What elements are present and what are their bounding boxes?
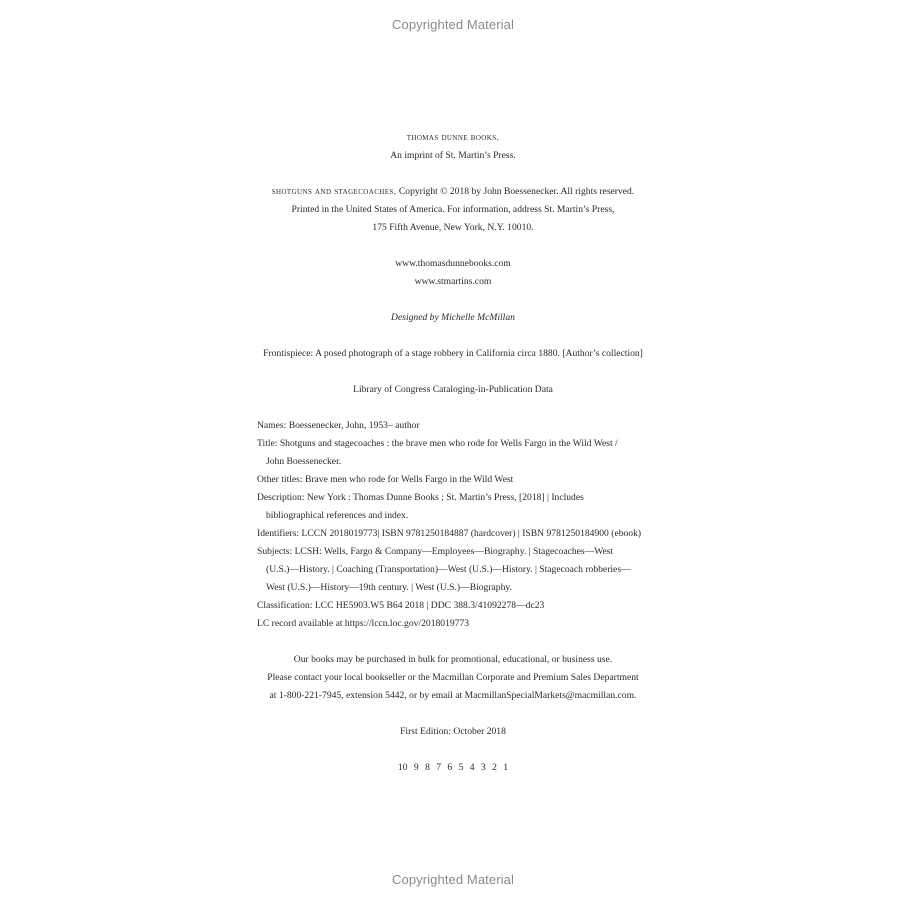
cip-names: Names: Boessenecker, John, 1953– author [257, 420, 420, 431]
edition-statement: First Edition: October 2018 [400, 726, 506, 737]
copyright-line-3: 175 Fifth Avenue, New York, N.Y. 10010. [372, 222, 534, 233]
printing-number: 7 [436, 762, 442, 773]
copyright-watermark-bottom: Copyrighted Material [392, 872, 514, 887]
frontispiece-note: Frontispiece: A posed photograph of a stage robbery in California circa 1880. [Author’s collection] [263, 348, 643, 359]
cip-subjects-continued-1: (U.S.)—History. | Coaching (Transportation)—West (U.S.)—History. | Stagecoach robberies— [266, 564, 631, 575]
copyright-notice: Copyright © 2018 by John Boessenecker. All rights reserved. [396, 186, 635, 197]
cip-title: Title: Shotguns and stagecoaches : the brave men who rode for Wells Fargo in the Wild West / [257, 438, 618, 449]
bulk-sales-line-2: Please contact your local bookseller or the Macmillan Corporate and Premium Sales Department [267, 672, 639, 683]
copyright-line-1 [0, 186, 906, 198]
website-stmartins: www.stmartins.com [414, 276, 492, 287]
cip-classification: Classification: LCC HE5903.W5 B64 2018 | DDC 388.3/41092278—dc23 [257, 600, 545, 611]
bulk-sales-line-1: Our books may be purchased in bulk for promotional, educational, or business use. [293, 654, 613, 665]
copyright-watermark-top: Copyrighted Material [392, 17, 514, 32]
cip-subjects-continued-2: West (U.S.)—History—19th century. | West (U.S.)—Biography. [266, 582, 512, 593]
cip-description: Description: New York : Thomas Dunne Books ; St. Martin’s Press, [2018] | Includes [257, 492, 584, 503]
imprint-of: An imprint of St. Martin’s Press. [390, 150, 516, 161]
bulk-sales-line-3: at 1-800-221-7945, extension 5442, or by email at MacmillanSpecialMarkets@macmillan.com. [269, 690, 637, 701]
cip-description-continued: bibliographical references and index. [266, 510, 409, 521]
cip-subjects: Subjects: LCSH: Wells, Fargo & Company—Employees—Biography. | Stagecoaches—West [257, 546, 614, 557]
cip-title-continued: John Boessenecker. [266, 456, 342, 467]
printing-number: 4 [469, 762, 475, 773]
printing-number: 9 [413, 762, 419, 773]
printing-number: 2 [492, 762, 497, 773]
cip-lc-record: LC record available at https://lccn.loc.gov/2018019773 [257, 618, 470, 629]
book-title: shotguns and stagecoaches. [271, 186, 397, 197]
printing-number: 5 [458, 762, 464, 773]
printing-number: 6 [447, 762, 453, 773]
printing-number: 8 [425, 762, 430, 773]
designer-credit: Designed by Michelle McMillan [391, 312, 515, 323]
cip-heading: Library of Congress Cataloging-in-Publication Data [353, 384, 553, 395]
cip-identifiers: Identifiers: LCCN 2018019773| ISBN 9781250184887 (hardcover) | ISBN 9781250184900 (ebook) [257, 528, 642, 539]
cip-other-titles: Other titles: Brave men who rode for Wells Fargo in the Wild West [257, 474, 514, 485]
printing-number: 3 [480, 762, 486, 773]
printing-line [0, 762, 906, 774]
website-publisher: www.thomasdunnebooks.com [395, 258, 511, 269]
printing-number: 10 [397, 762, 408, 773]
copyright-line-2: Printed in the United States of America. For information, address St. Martin’s Press, [291, 204, 615, 215]
printing-number: 1 [503, 762, 509, 773]
imprint-name: thomas dunne books. [406, 132, 500, 143]
